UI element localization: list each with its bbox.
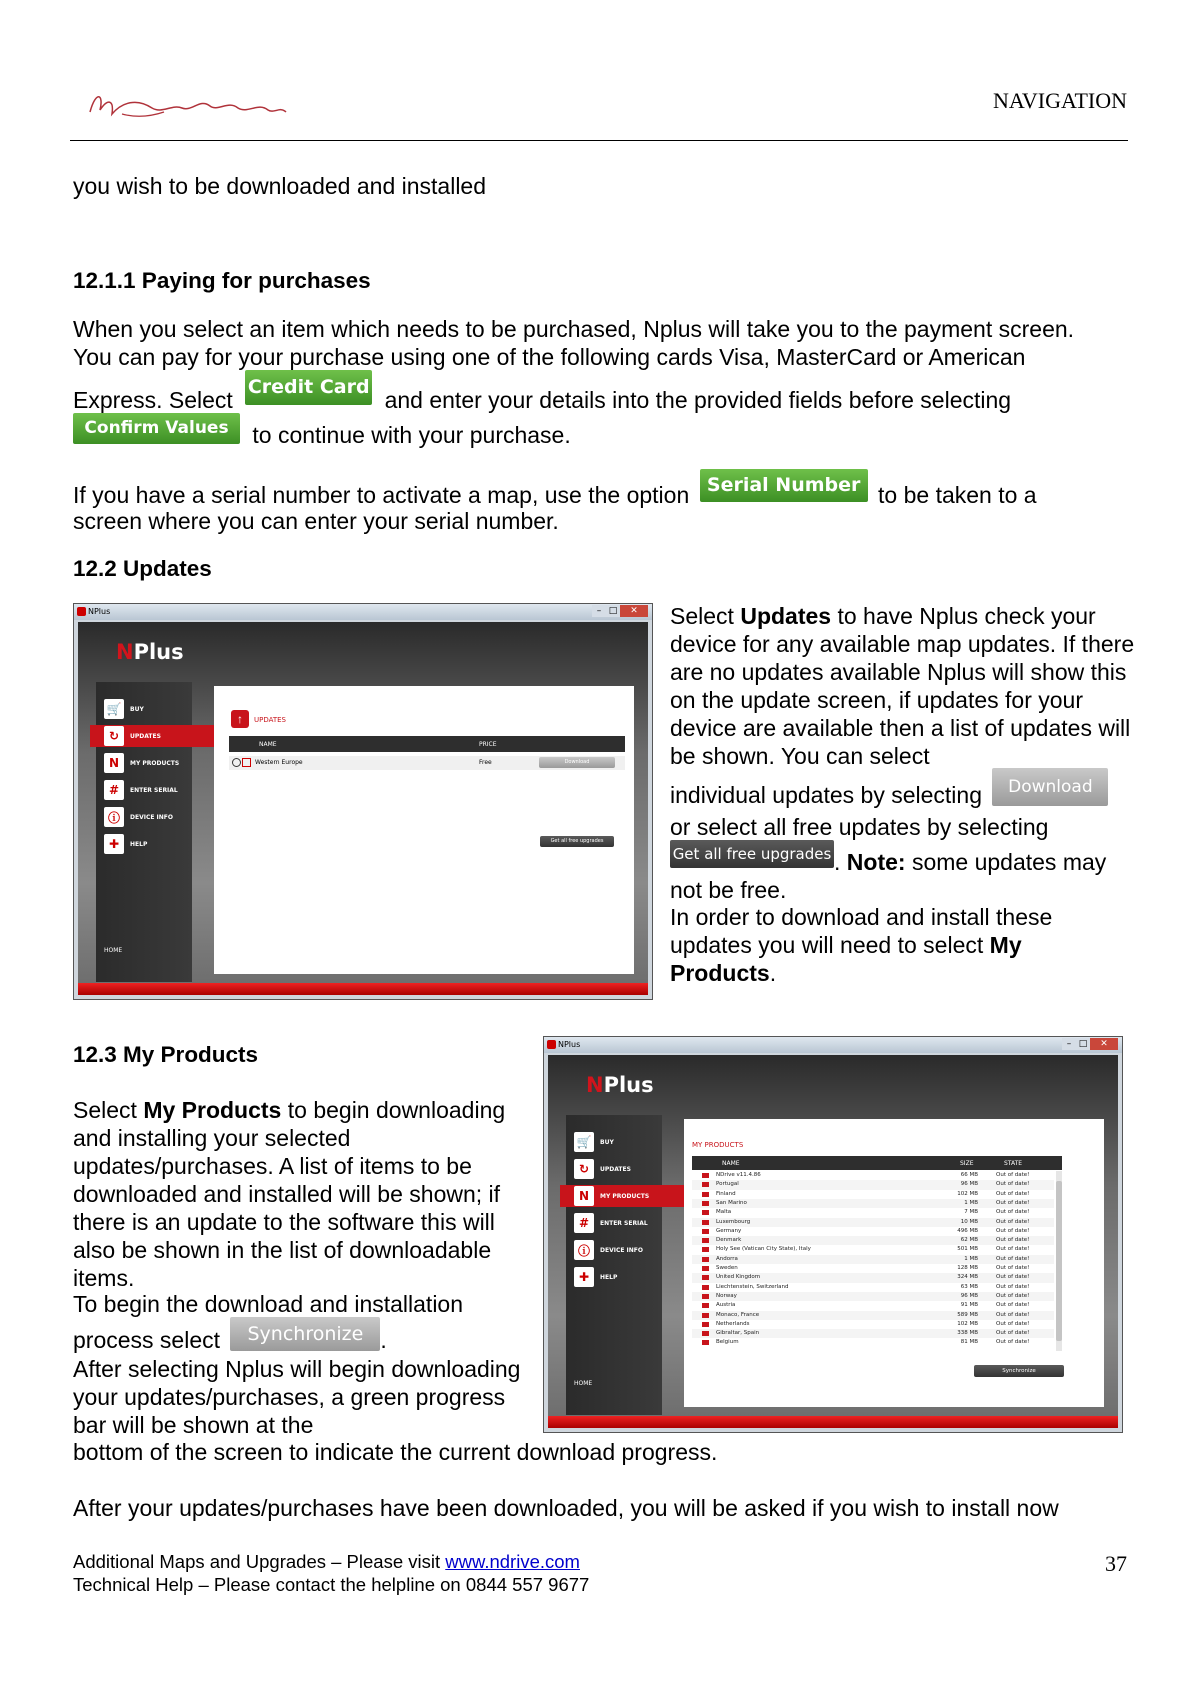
para-purchase-3a: Express. Select <box>73 386 233 413</box>
products-table-header: NAME SIZE STATE <box>692 1156 1062 1170</box>
confirm-values-button[interactable]: Confirm Values <box>73 413 240 444</box>
para-serial-1 <box>73 469 1037 508</box>
product-row[interactable] <box>692 1180 1054 1189</box>
maximize-button[interactable]: □ <box>606 605 620 617</box>
product-flag-icon <box>702 1313 709 1318</box>
updates-para-3: or select all free updates by selecting <box>670 814 1049 840</box>
product-flag-icon <box>702 1173 709 1178</box>
updates-table-header: NAME PRICE <box>229 736 625 752</box>
products-para-3: process select Synchronize . <box>73 1317 387 1351</box>
footer-line-2: Technical Help – Please contact the helpline on 0844 557 9677 <box>73 1574 590 1595</box>
window-title-2: NPlus <box>558 1040 581 1049</box>
product-flag-icon <box>702 1340 709 1345</box>
product-row[interactable] <box>692 1236 1054 1245</box>
para-purchase-4 <box>73 413 571 448</box>
product-state: Out of date! <box>996 1283 1030 1290</box>
product-name: Norway <box>716 1292 737 1299</box>
product-state: Out of date! <box>996 1227 1030 1234</box>
nav-updates-2[interactable]: ↻ UPDATES <box>574 1158 631 1180</box>
product-name: Denmark <box>716 1237 742 1244</box>
get-all-free-upgrades-chip[interactable]: Get all free upgrades <box>670 840 834 868</box>
para-purchase-3b: and enter your details into the provided fields before selecting <box>384 386 1012 413</box>
para-purchase-3 <box>73 370 1012 413</box>
products-para-4: After selecting Nplus will begin downloading your updates/purchases, a green progress bar will be shown at the <box>73 1356 521 1438</box>
para-purchase-4-text: to continue with your purchase. <box>252 422 571 448</box>
row-radio[interactable] <box>232 758 241 767</box>
nplus-app-2 <box>548 1055 1118 1428</box>
updates-row: Western Europe Free Download <box>229 756 625 770</box>
product-size: 91 MB <box>960 1302 978 1309</box>
nav-home-2[interactable]: HOME <box>574 1380 593 1387</box>
serial-number-button[interactable]: Serial Number <box>700 469 868 502</box>
nav-help[interactable]: ✚ HELP <box>104 833 147 855</box>
cart-icon: 🛒 <box>574 1132 594 1152</box>
product-row[interactable] <box>692 1190 1054 1199</box>
nav-help-2[interactable]: ✚ HELP <box>574 1266 617 1288</box>
product-size: 128 MB <box>957 1265 978 1271</box>
updates-icon: ↑ <box>231 710 249 728</box>
product-flag-icon <box>702 1257 709 1262</box>
nav-buy-2[interactable]: 🛒 BUY <box>574 1131 614 1153</box>
close-button-2[interactable]: ✕ <box>1090 1038 1118 1050</box>
product-name: NDrive v11.4.86 <box>716 1172 761 1178</box>
nav-enter-serial-2[interactable]: # ENTER SERIAL <box>574 1212 648 1234</box>
maximize-button-2[interactable]: □ <box>1076 1038 1090 1050</box>
nav-device-info-2[interactable]: ⓘ DEVICE INFO <box>574 1239 643 1261</box>
product-flag-icon <box>702 1220 709 1225</box>
header-divider <box>70 140 1128 141</box>
product-name: Finland <box>716 1190 736 1197</box>
footer-line-1: Additional Maps and Upgrades – Please visit www.ndrive.com <box>73 1551 580 1572</box>
products-para-6: After your updates/purchases have been downloaded, you will be asked if you wish to install now <box>73 1495 1059 1521</box>
lifebuoy-icon: ✚ <box>104 834 124 854</box>
nav-home[interactable]: HOME <box>104 947 123 954</box>
product-state: Out of date! <box>996 1190 1030 1197</box>
updates-para-1: Select Updates to have Nplus check your device for any available map updates. If there are no updates available Nplus will show this on the update screen, if updates for your device are available then a list of updates will be shown. You can select <box>670 603 1135 769</box>
products-para-1: Select My Products to begin downloading and installing your selected updates/purchases. A list of items to be downloaded and installed will be shown; if there is an update to the software this will also be shown in the list of downloadable items. <box>73 1097 506 1291</box>
heading-12-2: 12.2 Updates <box>73 556 212 581</box>
sidebar <box>96 682 192 982</box>
product-row[interactable] <box>692 1301 1054 1310</box>
app-icon-2 <box>547 1040 556 1049</box>
product-flag-icon <box>702 1247 709 1252</box>
ndrive-link[interactable]: www.ndrive.com <box>445 1551 580 1572</box>
product-state: Out of date! <box>996 1265 1030 1271</box>
product-row[interactable] <box>692 1273 1054 1282</box>
bottom-red-bar <box>78 983 648 995</box>
product-row[interactable] <box>692 1245 1054 1254</box>
info-icon: ⓘ <box>574 1240 594 1260</box>
product-size: 589 MB <box>957 1311 978 1318</box>
heading-12-1-1: 12.1.1 Paying for purchases <box>73 268 371 293</box>
product-state: Out of date! <box>996 1172 1030 1178</box>
product-size: 63 MB <box>960 1283 978 1290</box>
heading-12-3: 12.3 My Products <box>73 1042 259 1067</box>
nav-updates[interactable]: ↻ UPDATES <box>90 725 216 747</box>
nav-enter-serial[interactable]: # ENTER SERIAL <box>104 779 178 801</box>
product-flag-icon <box>702 1331 709 1336</box>
product-flag-icon <box>702 1303 709 1308</box>
info-icon: ⓘ <box>104 807 124 827</box>
product-flag-icon <box>702 1275 709 1280</box>
product-name: Germany <box>716 1227 742 1234</box>
product-flag-icon <box>702 1285 709 1290</box>
product-name: Malta <box>716 1209 732 1216</box>
product-row[interactable] <box>692 1283 1054 1292</box>
product-row[interactable] <box>692 1208 1054 1217</box>
products-scrollbar-thumb[interactable] <box>1056 1181 1062 1341</box>
close-button[interactable]: ✕ <box>620 605 648 617</box>
product-row[interactable] <box>692 1227 1054 1236</box>
header-section: NAVIGATION <box>992 88 1127 113</box>
product-state: Out of date! <box>996 1209 1030 1216</box>
product-state: Out of date! <box>996 1339 1030 1346</box>
product-name: Luxembourg <box>716 1218 751 1225</box>
product-row[interactable] <box>692 1218 1054 1227</box>
window-titlebar <box>74 604 652 620</box>
product-flag-icon <box>702 1210 709 1215</box>
header-logo <box>82 84 292 126</box>
product-flag-icon <box>702 1266 709 1271</box>
product-row[interactable] <box>692 1329 1054 1338</box>
product-state: Out of date! <box>996 1199 1030 1206</box>
product-name: Belgium <box>716 1339 739 1346</box>
product-row[interactable] <box>692 1311 1054 1320</box>
window-titlebar-2 <box>544 1037 1122 1053</box>
updates-screenshot <box>73 603 653 1000</box>
product-name: Holy See (Vatican City State), Italy <box>716 1246 811 1253</box>
product-size: 324 MB <box>957 1274 978 1281</box>
product-size: 338 MB <box>957 1330 978 1337</box>
products-list <box>692 1171 1054 1349</box>
product-name: United Kingdom <box>716 1274 761 1281</box>
updates-para-4: Get all free upgrades . Note: some updates may <box>670 838 1106 868</box>
row-download-button[interactable]: Download <box>539 757 615 768</box>
product-row[interactable] <box>692 1171 1054 1180</box>
products-panel <box>684 1119 1104 1407</box>
my-products-screenshot <box>543 1036 1123 1433</box>
product-state: Out of date! <box>996 1330 1030 1337</box>
products-para-5: bottom of the screen to indicate the current download progress. <box>73 1439 718 1465</box>
nplus-app <box>78 622 648 995</box>
lifebuoy-icon: ✚ <box>574 1267 594 1287</box>
n-icon: N <box>104 753 124 773</box>
product-row[interactable] <box>692 1199 1054 1208</box>
para-serial-1a: If you have a serial number to activate a map, use the option <box>73 481 690 508</box>
product-size: 7 MB <box>964 1209 978 1216</box>
product-name: Andorra <box>716 1255 738 1262</box>
get-all-free-upgrades-button[interactable]: Get all free upgrades <box>540 836 614 847</box>
product-flag-icon <box>702 1201 709 1206</box>
product-flag-icon <box>702 1192 709 1197</box>
row-checkbox[interactable] <box>242 758 251 767</box>
sidebar-2 <box>566 1115 662 1415</box>
product-name: Austria <box>716 1302 736 1309</box>
refresh-icon: ↻ <box>104 726 124 746</box>
product-flag-icon <box>702 1238 709 1243</box>
product-row[interactable] <box>692 1264 1054 1273</box>
product-size: 1 MB <box>964 1199 978 1206</box>
product-name: Gibraltar, Spain <box>716 1330 760 1337</box>
para-serial-2: screen where you can enter your serial number. <box>73 508 559 534</box>
product-name: Liechtenstein, Switzerland <box>716 1283 789 1290</box>
window-title: NPlus <box>88 607 111 616</box>
product-flag-icon <box>702 1294 709 1299</box>
credit-card-button[interactable]: Credit Card <box>245 370 372 405</box>
synchronize-button[interactable]: Synchronize <box>230 1317 380 1351</box>
products-synchronize-button[interactable]: Synchronize <box>974 1365 1064 1377</box>
products-para-2: To begin the download and installation <box>73 1291 464 1317</box>
n-icon: N <box>574 1186 594 1206</box>
minimize-button-2[interactable]: – <box>1062 1038 1076 1050</box>
product-row[interactable] <box>692 1292 1054 1301</box>
nplus-logo-2: NPlus <box>586 1073 654 1097</box>
signature-logo-icon <box>82 84 292 126</box>
para-purchase-1: When you select an item which needs to be purchased, Nplus will take you to the payment screen. <box>73 316 1075 342</box>
para-serial-1b: to be taken to a <box>878 481 1037 508</box>
product-size: 96 MB <box>960 1181 978 1188</box>
updates-para-5: not be free. <box>670 877 787 903</box>
serial-icon: # <box>104 780 124 800</box>
nav-my-products[interactable]: N MY PRODUCTS <box>104 752 179 774</box>
product-state: Out of date! <box>996 1255 1030 1262</box>
product-name: Sweden <box>716 1265 738 1271</box>
product-size: 501 MB <box>957 1246 978 1253</box>
updates-title: UPDATES <box>254 716 286 724</box>
products-title: MY PRODUCTS <box>692 1141 744 1149</box>
intro-line: you wish to be downloaded and installed <box>73 173 487 199</box>
nplus-logo: NPlus <box>116 640 184 664</box>
product-state: Out of date! <box>996 1246 1030 1253</box>
product-row[interactable] <box>692 1320 1054 1329</box>
updates-para-6: In order to download and install these updates you will need to select My Products. <box>670 904 1053 986</box>
product-size: 81 MB <box>960 1339 978 1346</box>
para-purchase-2: You can pay for your purchase using one of the following cards Visa, MasterCard or American <box>73 344 1026 370</box>
app-icon <box>77 607 86 616</box>
product-size: 66 MB <box>960 1172 978 1178</box>
product-name: Portugal <box>716 1181 739 1188</box>
minimize-button[interactable]: – <box>592 605 606 617</box>
product-state: Out of date! <box>996 1292 1030 1299</box>
product-state: Out of date! <box>996 1320 1030 1327</box>
product-state: Out of date! <box>996 1237 1030 1244</box>
updates-para-2: individual updates by selecting Download <box>670 768 1108 806</box>
product-state: Out of date! <box>996 1311 1030 1318</box>
product-flag-icon <box>702 1182 709 1187</box>
download-button[interactable]: Download <box>992 768 1108 806</box>
product-size: 102 MB <box>957 1190 978 1197</box>
product-size: 1 MB <box>964 1255 978 1262</box>
bottom-red-bar-2 <box>548 1416 1118 1428</box>
nav-device-info[interactable]: ⓘ DEVICE INFO <box>104 806 173 828</box>
product-size: 62 MB <box>960 1237 978 1244</box>
nav-buy[interactable]: 🛒 BUY <box>104 698 144 720</box>
product-name: Netherlands <box>716 1320 750 1327</box>
product-size: 10 MB <box>960 1218 978 1225</box>
product-flag-icon <box>702 1322 709 1327</box>
refresh-icon: ↻ <box>574 1159 594 1179</box>
updates-panel <box>214 686 634 974</box>
product-state: Out of date! <box>996 1274 1030 1281</box>
product-name: San Marino <box>716 1199 747 1206</box>
product-flag-icon <box>702 1229 709 1234</box>
product-state: Out of date! <box>996 1302 1030 1309</box>
cart-icon: 🛒 <box>104 699 124 719</box>
product-size: 96 MB <box>960 1292 978 1299</box>
product-row[interactable] <box>692 1255 1054 1264</box>
product-state: Out of date! <box>996 1181 1030 1188</box>
product-size: 102 MB <box>957 1320 978 1327</box>
product-size: 496 MB <box>957 1227 978 1234</box>
serial-icon: # <box>574 1213 594 1233</box>
nav-my-products-2[interactable]: N MY PRODUCTS <box>560 1185 686 1207</box>
products-scrollbar[interactable] <box>1056 1171 1062 1351</box>
product-row[interactable] <box>692 1338 1054 1347</box>
product-state: Out of date! <box>996 1218 1030 1225</box>
product-name: Monaco, France <box>716 1311 760 1318</box>
page-number: 37 <box>1105 1551 1127 1576</box>
